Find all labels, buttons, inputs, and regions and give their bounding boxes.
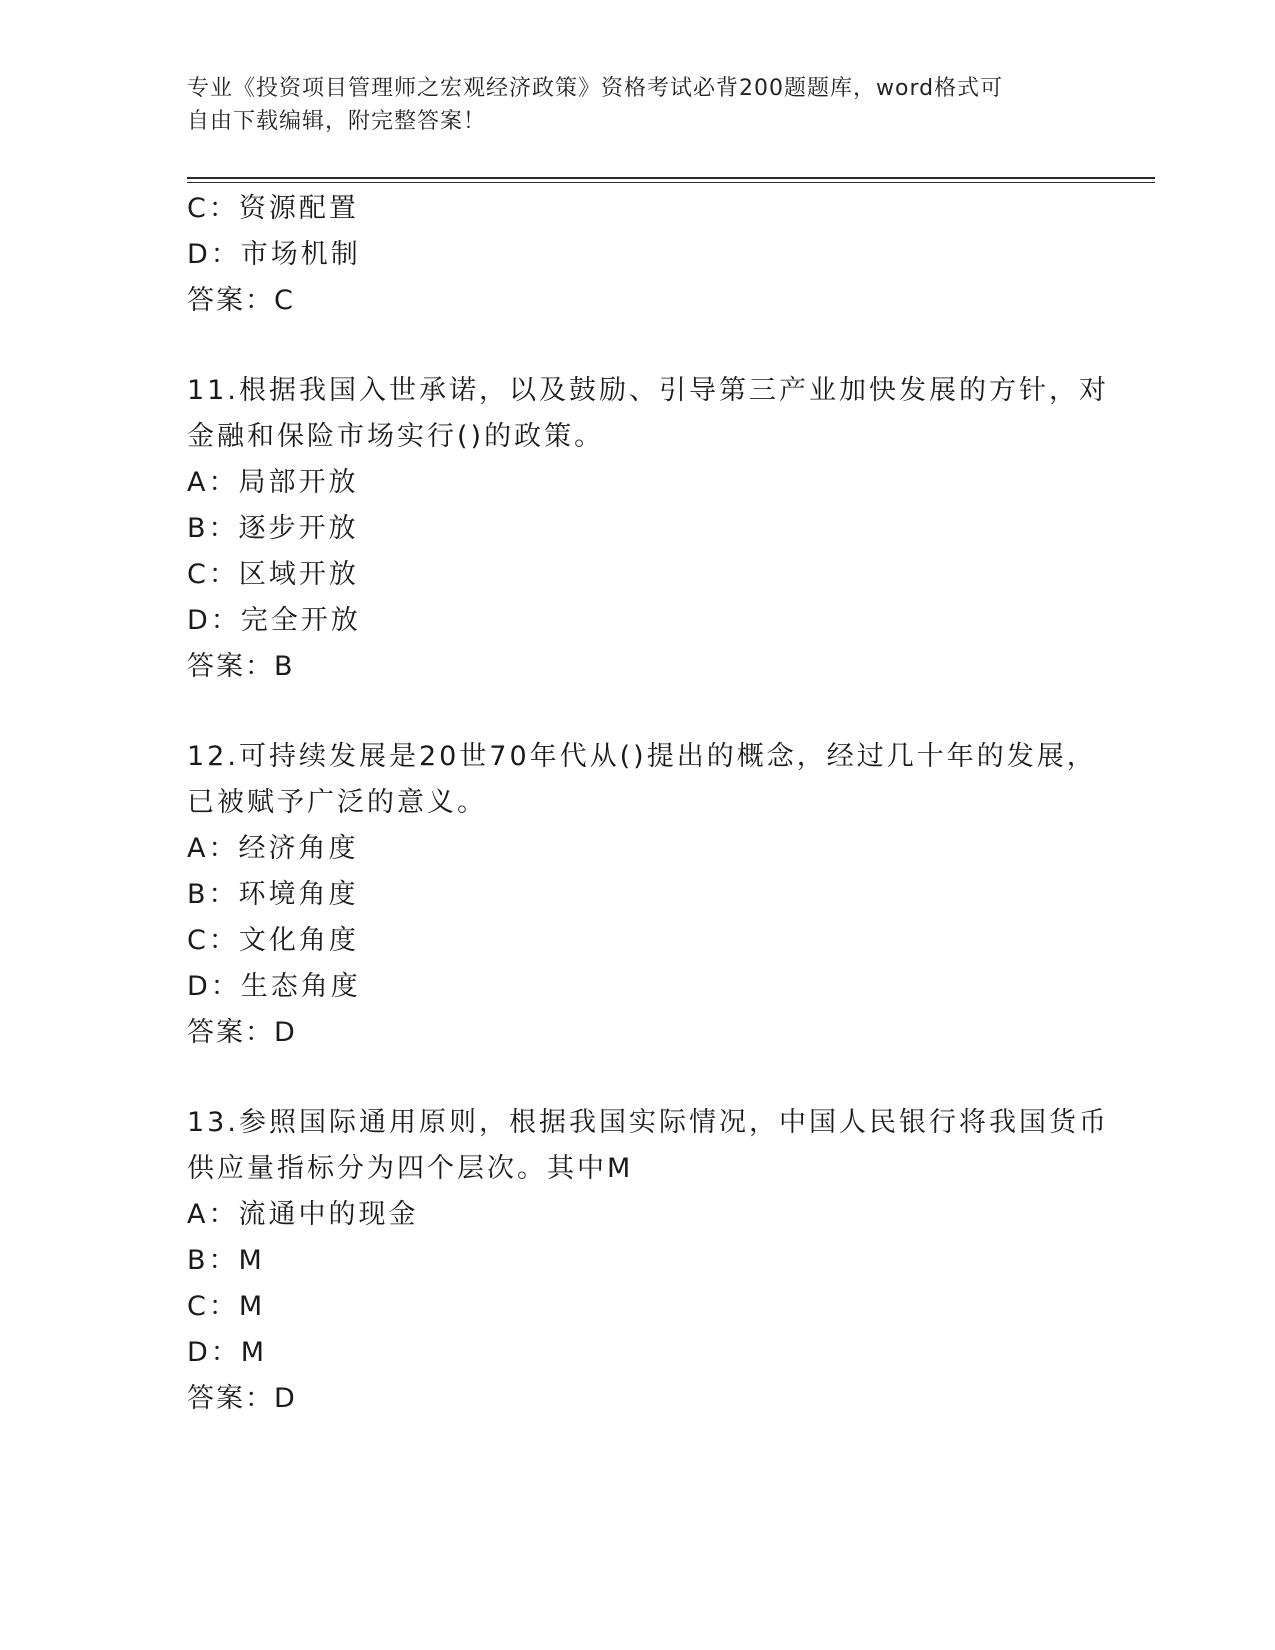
header-line-1: 专业《投资项目管理师之宏观经济政策》资格考试必背200题题库，word格式可 xyxy=(187,76,1004,101)
spacer xyxy=(187,690,1087,734)
header-divider-thick xyxy=(187,177,1155,179)
q12-answer: 答案：D xyxy=(187,1017,297,1048)
q13-option-c: C：M xyxy=(187,1291,266,1322)
q12-option-b: B：环境角度 xyxy=(187,879,359,910)
document-header xyxy=(187,72,1077,138)
q11-text-line-2: 金融和保险市场实行()的政策。 xyxy=(187,421,605,452)
q11-answer: 答案：B xyxy=(187,651,295,682)
q11-option-c: C：区域开放 xyxy=(187,559,359,590)
q13-text-line-2: 供应量指标分为四个层次。其中M xyxy=(187,1153,634,1184)
spacer xyxy=(187,324,1087,368)
q10-answer: 答案：C xyxy=(187,285,295,316)
header-line-2: 自由下载编辑，附完整答案！ xyxy=(187,109,487,134)
q11-option-a: A：局部开放 xyxy=(187,467,359,498)
q13-text-line-1: 13.参照国际通用原则，根据我国实际情况，中国人民银行将我国货币 xyxy=(187,1107,1109,1138)
q12-option-c: C：文化角度 xyxy=(187,925,359,956)
q10-option-c: C：资源配置 xyxy=(187,193,359,224)
q11-option-d: D：完全开放 xyxy=(187,605,361,636)
q11-text-line-1: 11.根据我国入世承诺，以及鼓励、引导第三产业加快发展的方针，对 xyxy=(187,375,1109,406)
header-divider-thin xyxy=(187,182,1155,183)
question-list xyxy=(187,186,1109,1422)
q10-option-d: D：市场机制 xyxy=(187,239,361,270)
q13-answer: 答案：D xyxy=(187,1383,297,1414)
q11-option-b: B：逐步开放 xyxy=(187,513,359,544)
q13-option-a: A：流通中的现金 xyxy=(187,1199,419,1230)
q12-option-a: A：经济角度 xyxy=(187,833,359,864)
q12-option-d: D：生态角度 xyxy=(187,971,361,1002)
q12-text-line-1: 12.可持续发展是20世70年代从()提出的概念，经过几十年的发展， xyxy=(187,741,1097,772)
spacer xyxy=(187,1056,1087,1100)
q13-option-d: D：M xyxy=(187,1337,268,1368)
q13-option-b: B：M xyxy=(187,1245,265,1276)
q12-text-line-2: 已被赋予广泛的意义。 xyxy=(187,787,487,818)
